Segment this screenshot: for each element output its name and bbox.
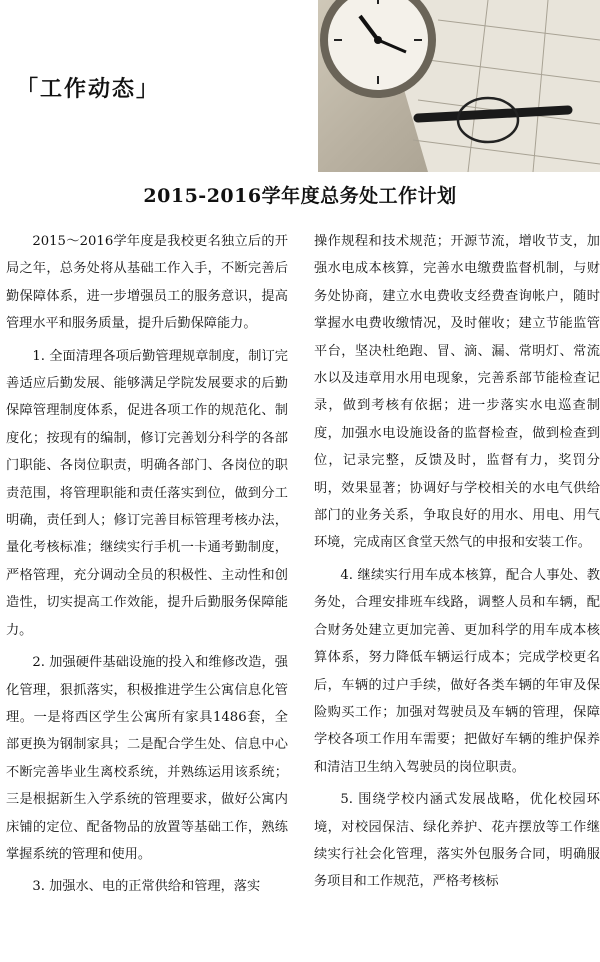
clock-calendar-photo xyxy=(318,0,600,172)
paragraph: 1. 全面清理各项后勤管理规章制度，制订完善适应后勤发展、能够满足学院发展要求的后勤保障管理制度体系，促进各项工作的规范化、制度化；按现有的编制，修订完善划分科学的各部门职能、各岗位职责，明确各部门、各岗位的职责范围，将管理职能和责任落实到位，做到分工明确，责任到人；修订完善目标管理考核办法，量化考核标准；继续实行手机一卡通考勤制度，严格管理，充分调动全员的积极性、主动性和创造性，切实提高工作效能，提升后勤服务保障能力。 xyxy=(6,348,288,638)
paragraph: 2. 加强硬件基础设施的投入和维修改造，强化管理，狠抓落实，积极推进学生公寓信息化管理。一是将西区学生公寓所有家具1486套，全部更换为钢制家具；二是配合学生处、信息中心不断完善毕业生离校系统，并熟练运用该系统；三是根据新生入学系统的管理要求，做好公寓内床铺的定位、配备物品的放置等基础工作，熟练掌握系统的管理和使用。 xyxy=(6,655,288,862)
paragraph: 操作规程和技术规范；开源节流，增收节支，加强水电成本核算，完善水电缴费监督机制，与财务处协商，建立水电费收支经费查询帐户，随时掌握水电费收缴情况，及时催收；建立节能监管平台，坚决杜绝跑、冒、滴、漏、常明灯、常流水以及违章用水用电现象，完善系部节能检查记录，做到考核有依据；进一步落实水电巡查制度，加强水电设施设备的监督检查，做到检查到位，记录完整，反馈及时，监督有力，奖罚分明，效果显著；协调好与学校相关的水电气供给部门的业务关系，争取良好的用水、用电、用气环境，完成南区食堂天然气的申报和安装工作。 xyxy=(314,234,600,551)
section-tag: 「工作动态」 xyxy=(16,77,161,102)
paragraph: 2015～2016学年度是我校更名独立后的开局之年，总务处将从基础工作入手，不断完善后勤保障体系，进一步增强员工的服务意识，提高管理水平和服务质量，提升后勤保障能力。 xyxy=(6,234,288,332)
left-column xyxy=(6,228,288,906)
paragraph: 3. 加强水、电的正常供给和管理，落实 xyxy=(32,879,261,895)
paragraph: 4. 继续实行用车成本核算，配合人事处、教务处，合理安排班车线路，调整人员和车辆，配合财务处建立更加完善、更加科学的用车成本核算体系，努力降低车辆运行成本；完成学校更名后，车辆的过户手续，做好各类车辆的年审及保险购买工作；加强对驾驶员及车辆的管理，保障学校各项工作用车需要；把做好车辆的维护保养和清洁卫生纳入驾驶员的岗位职责。 xyxy=(314,567,600,775)
page-title: 2015-2016学年度总务处工作计划 xyxy=(143,185,457,207)
paragraph: 5. 围绕学校内涵式发展战略，优化校园环境，对校园保洁、绿化养护、花卉摆放等工作继续实行社会化管理，落实外包服务合同，明确服务项目和工作规范，严格考核标 xyxy=(314,792,600,890)
right-column xyxy=(314,228,600,901)
